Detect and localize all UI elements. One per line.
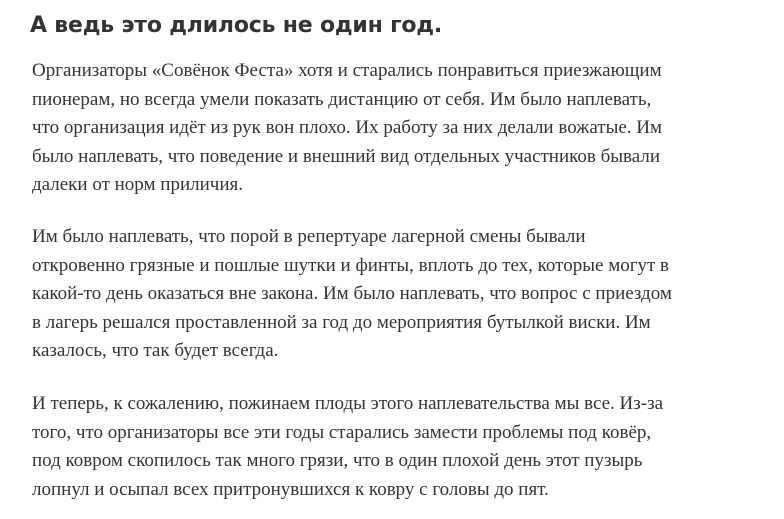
paragraph-line: было наплевать, что поведение и внешний вид отдельных участников бывали: [32, 145, 661, 167]
paragraph-line: Организаторы «Совёнок Феста» хотя и старались понравиться приезжающим: [32, 60, 662, 81]
paragraph-line: под ковром скопилось так много грязи, что в один плохой день этот пузырь: [32, 450, 643, 472]
paragraph-1: [32, 57, 662, 200]
paragraph-line: лопнул и осыпал всех притронувшихся к ковру с головы до пят.: [32, 478, 549, 500]
paragraph-line: что организация идёт из рук вон плохо. Их работу за них делали вожатые. Им: [32, 117, 663, 139]
paragraph-line: того, что организаторы все эти годы старались замести проблемы под ковёр,: [32, 421, 652, 443]
paragraph-line: пионерам, но всегда умели показать дистанцию от себя. Им было наплевать,: [32, 88, 652, 110]
paragraph-line: в лагерь решался проставленной за год до мероприятия бутылкой виски. Им: [32, 311, 651, 333]
paragraph-line: откровенно грязные и пошлые шутки и финты, вплоть до тех, которые могут в: [32, 254, 670, 276]
paragraph-line: И теперь, к сожалению, пожинаем плоды этого наплевательства мы все. Из-за: [32, 393, 664, 414]
article-heading: А ведь это длилось не один год.: [30, 13, 443, 38]
paragraph-line: далеки от норм приличия.: [32, 174, 243, 196]
paragraph-line: какой-то день оказаться вне закона. Им было наплевать, что вопрос с приездом: [32, 283, 672, 305]
paragraph-2: [32, 223, 672, 366]
paragraph-line: Им было наплевать, что порой в репертуаре лагерной смены бывали: [32, 226, 586, 247]
paragraph-line: казалось, что так будет всегда.: [32, 340, 279, 362]
paragraph-3: [32, 390, 663, 504]
